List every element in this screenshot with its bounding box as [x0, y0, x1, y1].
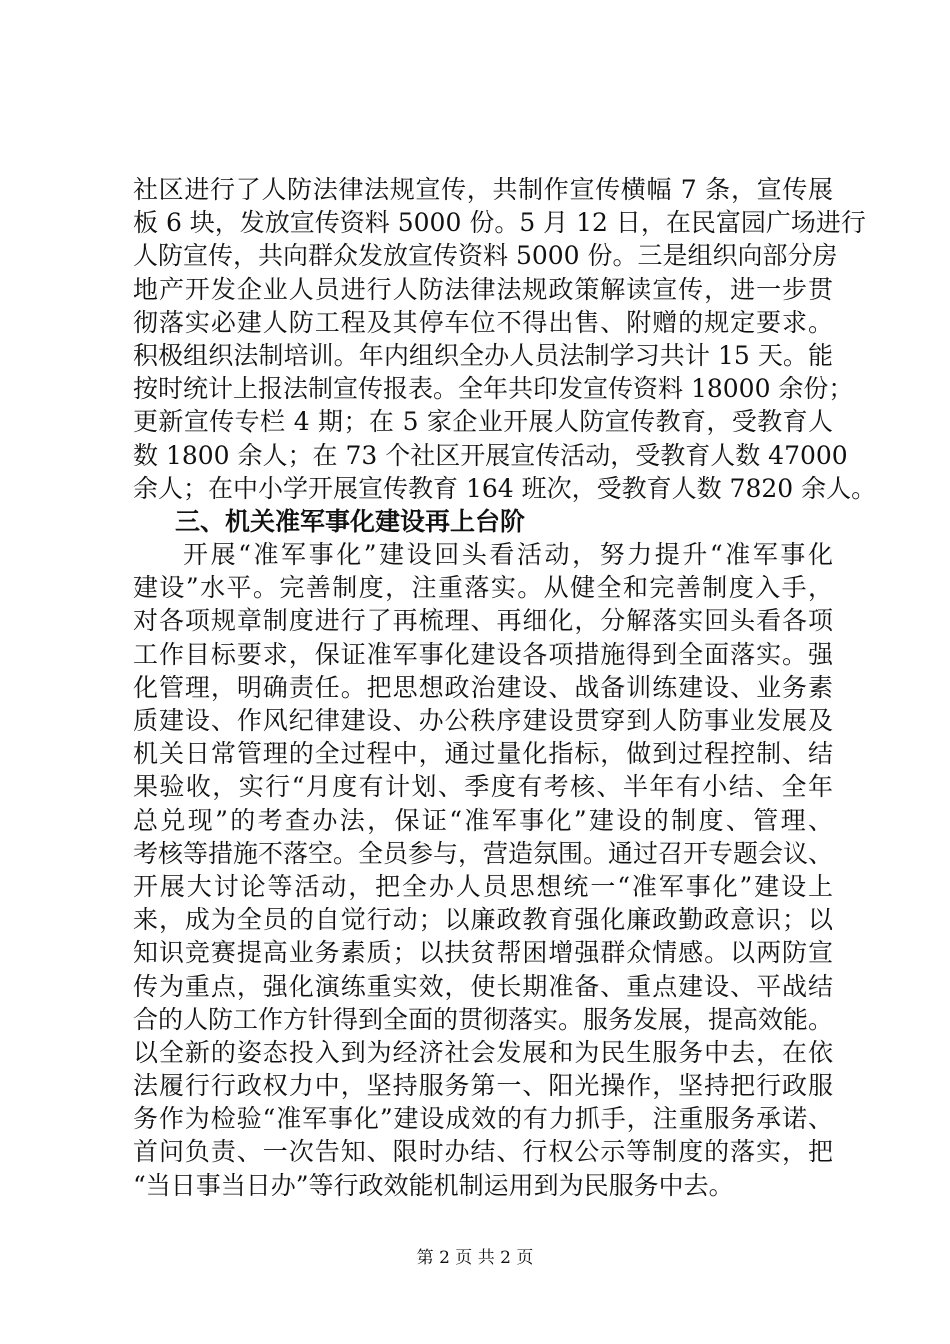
text-line: 建设”水平。完善制度，注重落实。从健全和完善制度入手， — [133, 573, 833, 603]
text-line: 开展大讨论等活动，把全办人员思想统一“准军事化”建设上 — [133, 871, 833, 901]
text-line: 来，成为全员的自觉行动；以廉政教育强化廉政勤政意识；以 — [133, 905, 833, 935]
document-body — [133, 173, 877, 1202]
text-line: 知识竞赛提高业务素质；以扶贫帮困增强群众情感。以两防宣 — [133, 938, 833, 968]
text-line: 社区进行了人防法律法规宣传，共制作宣传横幅 7 条，宣传展 — [133, 175, 833, 204]
text-line: 对各项规章制度进行了再梳理、再细化，分解落实回头看各项 — [133, 606, 833, 636]
text-line: 机关日常管理的全过程中，通过量化指标，做到过程控制、结 — [133, 739, 833, 769]
paragraph-1 — [133, 173, 877, 505]
text-line: 法履行行政权力中，坚持服务第一、阳光操作，坚持把行政服 — [133, 1071, 833, 1101]
page-footer: 第 2 页 共 2 页 — [416, 1248, 534, 1268]
text-line: “当日事当日办”等行政效能机制运用到为民服务中去。 — [133, 1170, 734, 1200]
paragraph-2 — [133, 538, 833, 1202]
text-line: 人防宣传，共向群众发放宣传资料 5000 份。三是组织向部分房 — [133, 241, 838, 271]
text-line: 按时统计上报法制宣传报表。全年共印发宣传资料 18000 余份； — [133, 374, 854, 404]
text-line: 板 6 块，发放宣传资料 5000 份。5 月 12 日，在民富园广场进行 — [133, 208, 866, 238]
text-line: 质建设、作风纪律建设、办公秩序建设贯穿到人防事业发展及 — [133, 706, 833, 735]
text-line: 以全新的姿态投入到为经济社会发展和为民生服务中去，在依 — [133, 1037, 833, 1067]
text-line: 务作为检验“准军事化”建设成效的有力抓手，注重服务承诺、 — [133, 1104, 833, 1134]
text-line: 传为重点，强化演练重实效，使长期准备、重点建设、平战结 — [133, 971, 833, 1001]
text-line: 开展“准军事化”建设回头看活动，努力提升“准军事化 — [183, 540, 833, 570]
section-heading: 三、机关准军事化建设再上台阶 — [175, 506, 526, 536]
text-line: 果验收，实行“月度有计划、季度有考核、半年有小结、全年 — [133, 772, 833, 802]
text-line: 考核等措施不落空。全员参与，营造氛围。通过召开专题会议、 — [133, 838, 834, 868]
text-line: 合的人防工作方针得到全面的贯彻落实。服务发展，提高效能。 — [133, 1004, 834, 1034]
text-line: 彻落实必建人防工程及其停车位不得出售、附赠的规定要求。 — [133, 307, 833, 337]
text-line: 总兑现”的考查办法，保证“准军事化”建设的制度、管理、 — [133, 805, 833, 835]
text-line: 地产开发企业人员进行人防法律法规政策解读宣传，进一步贯 — [133, 274, 833, 304]
text-line: 首问负责、一次告知、限时办结、行权公示等制度的落实，把 — [133, 1137, 833, 1167]
text-line: 更新宣传专栏 4 期；在 5 家企业开展人防宣传教育，受教育人 — [133, 407, 833, 437]
text-line: 数 1800 余人；在 73 个社区开展宣传活动，受教育人数 47000 — [133, 440, 848, 470]
text-line: 积极组织法制培训。年内组织全办人员法制学习共计 15 天。能 — [133, 340, 833, 370]
text-line: 工作目标要求，保证准军事化建设各项措施得到全面落实。强 — [133, 639, 833, 669]
text-line: 化管理，明确责任。把思想政治建设、战备训练建设、业务素 — [133, 672, 833, 702]
text-line: 余人；在中小学开展宣传教育 164 班次，受教育人数 7820 余人。 — [133, 473, 877, 503]
